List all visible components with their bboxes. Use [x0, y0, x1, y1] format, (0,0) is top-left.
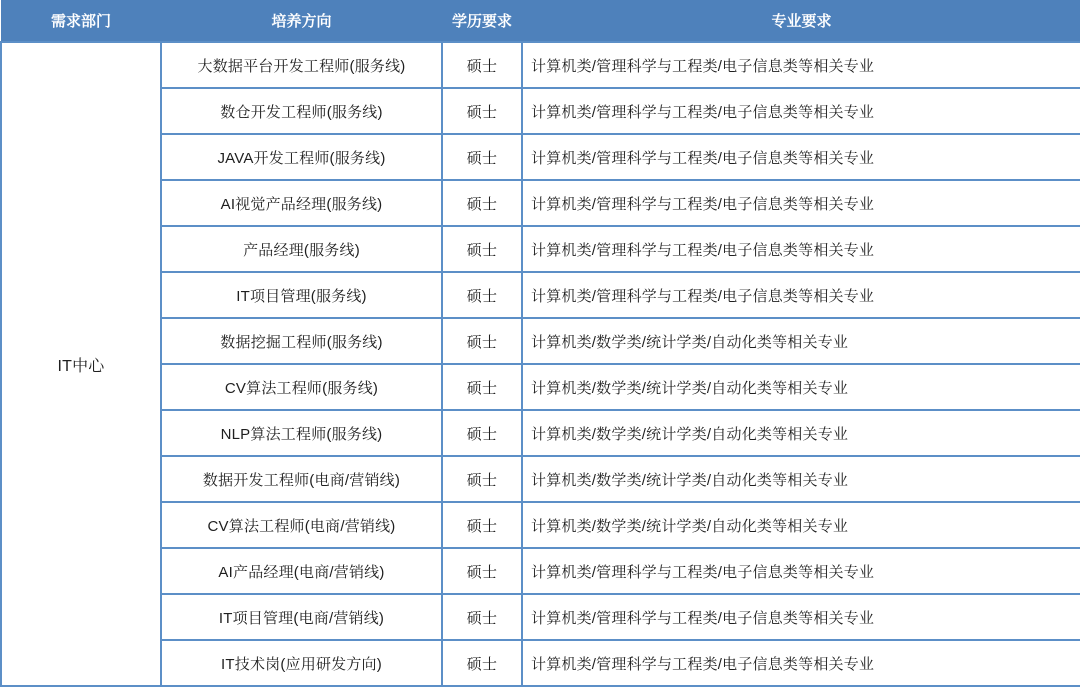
direction-cell: CV算法工程师(服务线)	[161, 364, 442, 410]
table-row	[1, 88, 1080, 134]
direction-cell: 大数据平台开发工程师(服务线)	[161, 42, 442, 88]
column-header-majors: 专业要求	[522, 0, 1080, 42]
direction-cell: 数据开发工程师(电商/营销线)	[161, 456, 442, 502]
majors-cell: 计算机类/管理科学与工程类/电子信息类等相关专业	[522, 594, 1080, 640]
table-header	[1, 0, 1080, 42]
direction-cell: 数仓开发工程师(服务线)	[161, 88, 442, 134]
majors-cell: 计算机类/管理科学与工程类/电子信息类等相关专业	[522, 134, 1080, 180]
table-row	[1, 226, 1080, 272]
majors-cell: 计算机类/管理科学与工程类/电子信息类等相关专业	[522, 548, 1080, 594]
direction-cell: AI视觉产品经理(服务线)	[161, 180, 442, 226]
table-row	[1, 410, 1080, 456]
direction-cell: CV算法工程师(电商/营销线)	[161, 502, 442, 548]
table-row	[1, 134, 1080, 180]
degree-cell: 硕士	[442, 88, 522, 134]
degree-cell: 硕士	[442, 456, 522, 502]
table-body	[1, 42, 1080, 686]
table-row	[1, 272, 1080, 318]
degree-cell: 硕士	[442, 226, 522, 272]
majors-cell: 计算机类/数学类/统计学类/自动化类等相关专业	[522, 364, 1080, 410]
degree-cell: 硕士	[442, 502, 522, 548]
column-header-degree: 学历要求	[442, 0, 522, 42]
direction-cell: IT项目管理(电商/营销线)	[161, 594, 442, 640]
direction-cell: 产品经理(服务线)	[161, 226, 442, 272]
direction-cell: JAVA开发工程师(服务线)	[161, 134, 442, 180]
degree-cell: 硕士	[442, 134, 522, 180]
direction-cell: IT项目管理(服务线)	[161, 272, 442, 318]
degree-cell: 硕士	[442, 548, 522, 594]
majors-cell: 计算机类/数学类/统计学类/自动化类等相关专业	[522, 318, 1080, 364]
majors-cell: 计算机类/管理科学与工程类/电子信息类等相关专业	[522, 640, 1080, 686]
table-row	[1, 594, 1080, 640]
direction-cell: NLP算法工程师(服务线)	[161, 410, 442, 456]
degree-cell: 硕士	[442, 180, 522, 226]
majors-cell: 计算机类/管理科学与工程类/电子信息类等相关专业	[522, 88, 1080, 134]
column-header-direction: 培养方向	[161, 0, 442, 42]
table-row	[1, 640, 1080, 686]
majors-cell: 计算机类/数学类/统计学类/自动化类等相关专业	[522, 456, 1080, 502]
table-row	[1, 42, 1080, 88]
direction-cell: AI产品经理(电商/营销线)	[161, 548, 442, 594]
table-row	[1, 364, 1080, 410]
majors-cell: 计算机类/管理科学与工程类/电子信息类等相关专业	[522, 226, 1080, 272]
table-row	[1, 456, 1080, 502]
header-row	[1, 0, 1080, 42]
direction-cell: IT技术岗(应用研发方向)	[161, 640, 442, 686]
degree-cell: 硕士	[442, 364, 522, 410]
table-row	[1, 502, 1080, 548]
majors-cell: 计算机类/管理科学与工程类/电子信息类等相关专业	[522, 180, 1080, 226]
column-header-department: 需求部门	[1, 0, 161, 42]
majors-cell: 计算机类/管理科学与工程类/电子信息类等相关专业	[522, 272, 1080, 318]
majors-cell: 计算机类/数学类/统计学类/自动化类等相关专业	[522, 502, 1080, 548]
degree-cell: 硕士	[442, 42, 522, 88]
table-row	[1, 318, 1080, 364]
degree-cell: 硕士	[442, 318, 522, 364]
degree-cell: 硕士	[442, 594, 522, 640]
department-cell: IT中心	[1, 42, 161, 686]
majors-cell: 计算机类/管理科学与工程类/电子信息类等相关专业	[522, 42, 1080, 88]
degree-cell: 硕士	[442, 272, 522, 318]
degree-cell: 硕士	[442, 640, 522, 686]
table-row	[1, 548, 1080, 594]
majors-cell: 计算机类/数学类/统计学类/自动化类等相关专业	[522, 410, 1080, 456]
degree-cell: 硕士	[442, 410, 522, 456]
direction-cell: 数据挖掘工程师(服务线)	[161, 318, 442, 364]
table-row	[1, 180, 1080, 226]
